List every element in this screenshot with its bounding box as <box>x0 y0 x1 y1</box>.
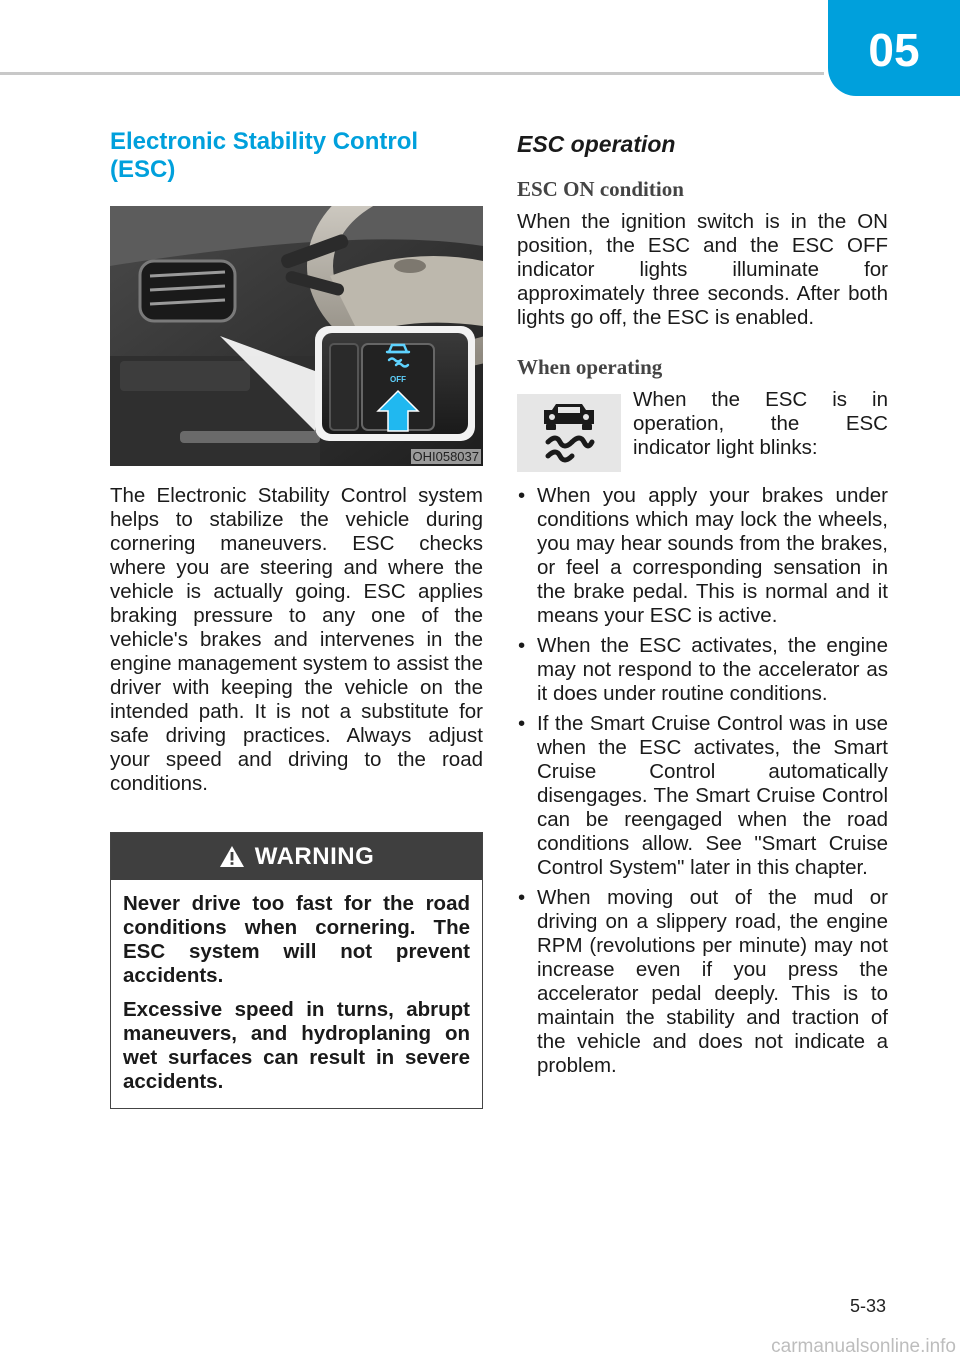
esc-indicator-icon <box>517 394 621 472</box>
esc-button-photo <box>110 206 483 466</box>
on-condition-text: When the ignition switch is in the ON position, the ESC and the ESC OFF indicator lights illuminate for approximately three seconds. After both lights go off, the ESC is enabled. <box>517 210 888 329</box>
svg-text:OFF: OFF <box>390 375 406 384</box>
on-condition-heading: ESC ON condition <box>517 177 684 201</box>
warning-header <box>111 833 482 880</box>
chapter-tab <box>828 0 960 96</box>
section-title: Electronic Stability Control (ESC) <box>110 128 419 183</box>
header-rule <box>0 72 824 75</box>
right-column <box>517 130 888 1084</box>
warning-triangle-icon <box>219 845 245 868</box>
list-item: • When moving out of the mud or driving on a slippery road, the engine RPM (revolutions per minute) may not increase even if you press the accelerator pedal deeply. This is to maintain the stability and traction of the vehicle and does not indicate a problem. <box>517 886 888 1078</box>
list-item: • When you apply your brakes under conditions which may lock the wheels, you may hear sounds from the brakes, or feel a corresponding sensation in the brake pedal. This is normal and it means your ESC is active. <box>517 484 888 628</box>
chapter-number: 05 <box>868 24 920 76</box>
dashboard-illustration <box>110 206 483 466</box>
warning-box <box>110 832 483 1109</box>
watermark: carmanualsonline.info <box>771 1336 956 1357</box>
photo-code: OHI058037 <box>412 449 479 464</box>
warning-body <box>111 880 482 1108</box>
page-number: 5-33 <box>849 1296 886 1316</box>
warning-paragraph: Never drive too fast for the road conditions when cornering. The ESC system will not prevent accidents. <box>123 892 470 987</box>
operation-bullets <box>517 484 888 1078</box>
when-operating-heading: When operating <box>517 355 663 379</box>
warning-label: WARNING <box>254 842 375 870</box>
list-item: • If the Smart Cruise Control was in use when the ESC activates, the Smart Cruise Control automatically disengages. The Smart Cruise Control can be reengaged when the road conditions allow. See "Smart Cruise Control System" later in this chapter. <box>517 712 888 880</box>
operation-title: ESC operation <box>517 131 676 157</box>
intro-paragraph: The Electronic Stability Control system helps to stabilize the vehicle during cornering maneuvers. ESC checks where you are steering and where the vehicle is actually going. ESC applies braking pressure to any one of the vehicle's brakes and intervenes in the engine management system to assist the driver with keeping the vehicle on the intended path. It is not a substitute for safe driving practices. Always adjust your speed and driving to the road conditions. <box>110 484 483 795</box>
indicator-row <box>517 388 888 472</box>
left-column <box>110 128 483 1109</box>
list-item: • When the ESC activates, the engine may not respond to the accelerator as it does under routine conditions. <box>517 634 888 706</box>
warning-paragraph: Excessive speed in turns, abrupt maneuvers, and hydroplaning on wet surfaces can result in severe accidents. <box>123 998 470 1093</box>
skidding-car-icon <box>534 402 604 464</box>
operating-text: When the ESC is in operation, the ESC indicator light blinks: <box>633 388 888 459</box>
